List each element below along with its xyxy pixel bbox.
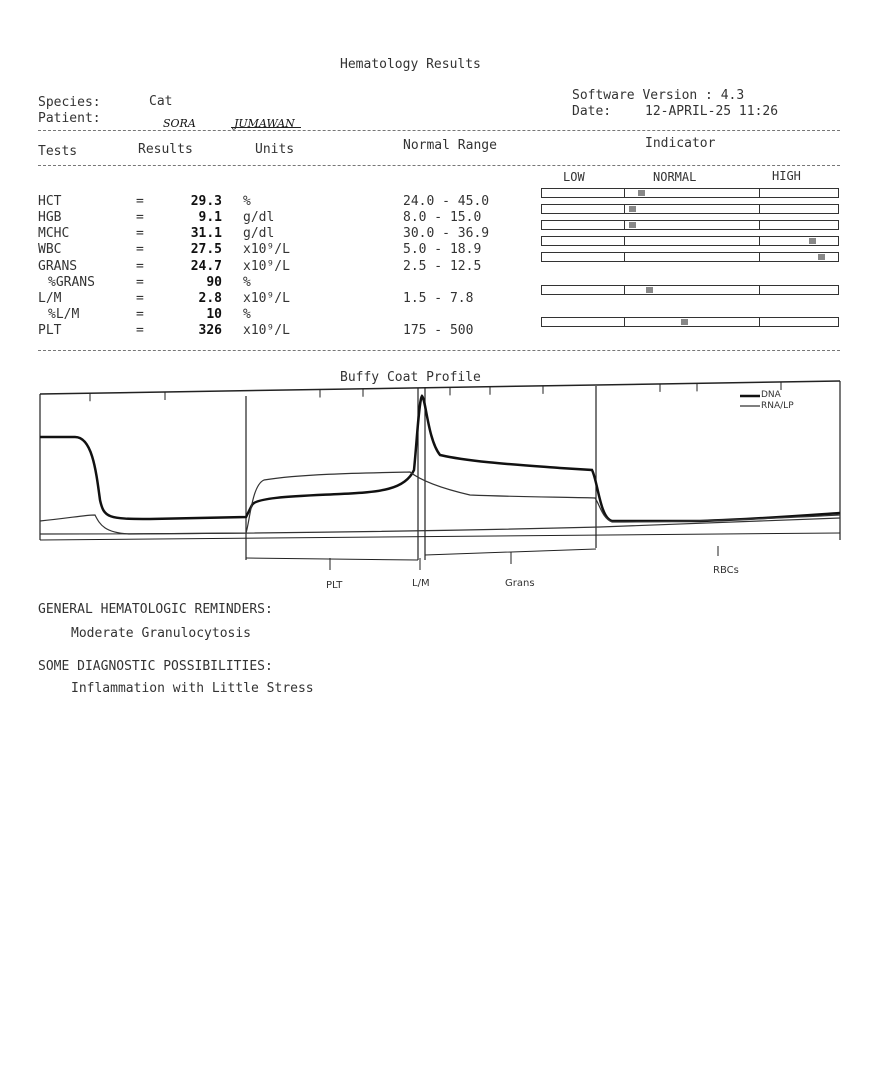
test-name: L/M	[38, 291, 62, 306]
species-label: Species:	[38, 95, 101, 110]
result-value: 90	[206, 275, 222, 290]
legend-rna: RNA/LP	[761, 401, 794, 411]
result-unit: %	[243, 307, 251, 322]
legend-dna: DNA	[761, 390, 781, 400]
normal-range: 24.0 - 45.0	[403, 194, 490, 209]
result-value: 31.1	[190, 226, 222, 241]
result-unit: %	[243, 194, 251, 209]
date-value: 12-APRIL-25 11:26	[645, 104, 779, 119]
equals-sign: =	[136, 275, 144, 290]
region-label-plt: PLT	[326, 580, 343, 591]
equals-sign: =	[136, 226, 144, 241]
test-name: HCT	[38, 194, 62, 209]
region-label-rbcs: RBCs	[713, 565, 739, 576]
equals-sign: =	[136, 194, 144, 209]
indicator-normal-label: NORMAL	[653, 170, 697, 184]
test-name: %L/M	[48, 307, 80, 322]
chart-title: Buffy Coat Profile	[340, 370, 481, 385]
reminders-text: Moderate Granulocytosis	[71, 626, 252, 641]
patient-first-name: SORA	[163, 117, 196, 130]
header-results: Results	[138, 142, 193, 157]
test-name: HGB	[38, 210, 62, 225]
indicator-high-label: HIGH	[772, 169, 801, 183]
diagnostics-text: Inflammation with Little Stress	[71, 681, 314, 696]
result-unit: g/dl	[243, 210, 275, 225]
result-unit: %	[243, 275, 251, 290]
region-label-grans: Grans	[505, 578, 535, 589]
patient-label: Patient:	[38, 111, 101, 126]
result-unit: x10⁹/L	[243, 323, 290, 338]
test-name: MCHC	[38, 226, 70, 241]
software-version: Software Version : 4.3	[572, 88, 745, 103]
result-unit: x10⁹/L	[243, 291, 290, 306]
result-value: 29.3	[190, 194, 222, 209]
chart-top-border	[40, 381, 840, 394]
reminders-heading: GENERAL HEMATOLOGIC REMINDERS:	[38, 602, 273, 617]
test-name: GRANS	[38, 259, 78, 274]
result-unit: x10⁹/L	[243, 242, 290, 257]
header-units: Units	[255, 142, 295, 157]
normal-range: 175 - 500	[403, 323, 474, 338]
equals-sign: =	[136, 242, 144, 257]
dna-series-line	[40, 396, 840, 521]
equals-sign: =	[136, 291, 144, 306]
diagnostics-heading: SOME DIAGNOSTIC POSSIBILITIES:	[38, 659, 273, 674]
result-value: 10	[206, 307, 222, 322]
header-tests: Tests	[38, 144, 78, 159]
normal-range: 30.0 - 36.9	[403, 226, 490, 241]
equals-sign: =	[136, 307, 144, 322]
normal-range: 8.0 - 15.0	[403, 210, 482, 225]
result-value: 2.8	[198, 291, 222, 306]
equals-sign: =	[136, 323, 144, 338]
result-value: 9.1	[198, 210, 222, 225]
patient-last-name: JUMAWAN	[234, 117, 295, 130]
test-name: %GRANS	[48, 275, 95, 290]
rna-series-line	[40, 472, 840, 534]
region-label-lm: L/M	[412, 578, 430, 589]
result-value: 24.7	[190, 259, 222, 274]
normal-range: 2.5 - 12.5	[403, 259, 482, 274]
result-unit: x10⁹/L	[243, 259, 290, 274]
result-value: 326	[198, 323, 222, 338]
equals-sign: =	[136, 259, 144, 274]
normal-range: 1.5 - 7.8	[403, 291, 474, 306]
result-value: 27.5	[190, 242, 222, 257]
date-label: Date:	[572, 104, 612, 119]
test-name: WBC	[38, 242, 62, 257]
equals-sign: =	[136, 210, 144, 225]
species-value: Cat	[149, 94, 173, 109]
result-unit: g/dl	[243, 226, 275, 241]
header-range: Normal Range	[403, 138, 497, 153]
indicator-low-label: LOW	[563, 170, 585, 184]
test-name: PLT	[38, 323, 62, 338]
report-title: Hematology Results	[340, 57, 481, 72]
header-indicator: Indicator	[645, 136, 716, 151]
region-bracket	[246, 549, 596, 560]
normal-range: 5.0 - 18.9	[403, 242, 482, 257]
